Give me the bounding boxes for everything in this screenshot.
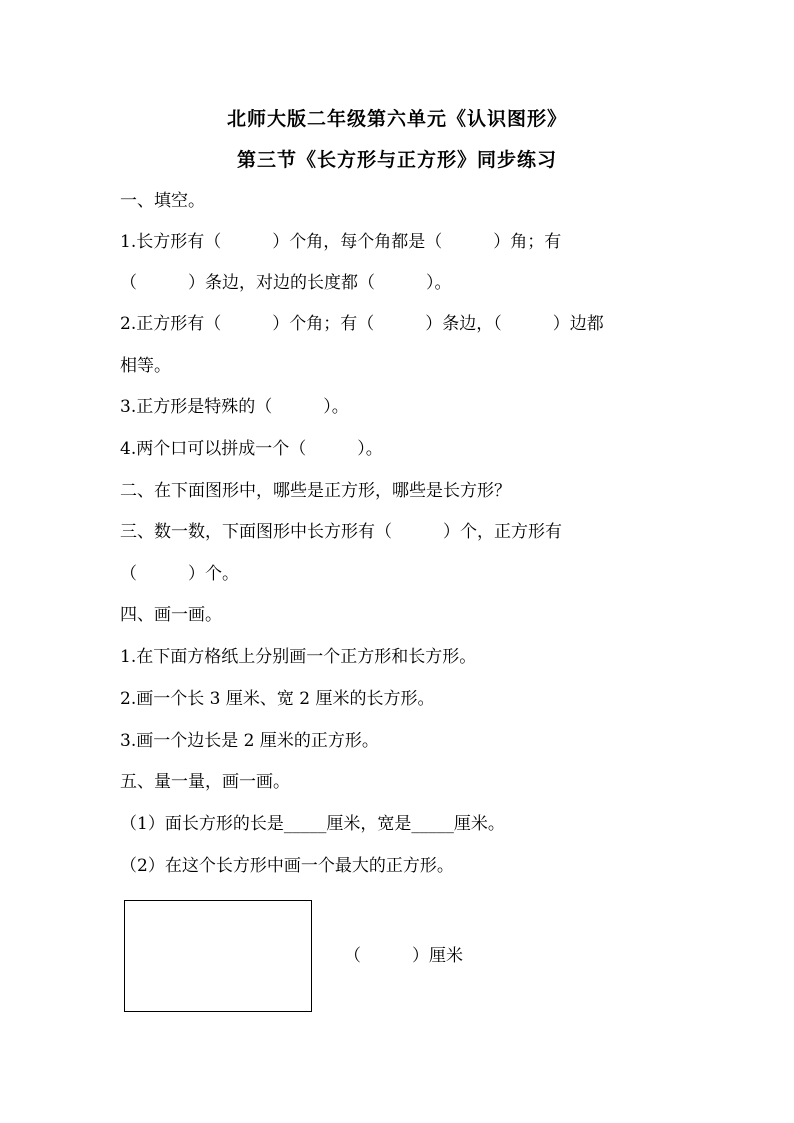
question-1-1-line-a: 1.长方形有（ ）个角，每个角都是（ ）角；有 <box>120 232 562 252</box>
question-4-2: 2.画一个长 3 厘米、宽 2 厘米的长方形。 <box>120 689 435 709</box>
question-5-2: （2）在这个长方形中画一个最大的正方形。 <box>120 856 454 876</box>
worksheet-subtitle: 第三节《长方形与正方形》同步练习 <box>236 149 557 171</box>
question-1-2-line-b: 相等。 <box>120 356 171 376</box>
question-5-1: （1）面长方形的长是_____厘米，宽是_____厘米。 <box>120 814 505 834</box>
section-4-heading: 四、画一画。 <box>120 605 222 625</box>
question-1-3: 3.正方形是特殊的（ ）。 <box>120 397 349 417</box>
section-5-heading: 五、量一量，画一画。 <box>120 772 290 792</box>
measure-rectangle <box>124 900 312 1012</box>
question-1-4: 4.两个口可以拼成一个（ ）。 <box>120 439 383 459</box>
worksheet-title: 北师大版二年级第六单元《认识图形》 <box>226 108 567 130</box>
section-3-heading-line-a: 三、数一数，下面图形中长方形有（ ）个，正方形有 <box>120 522 562 542</box>
section-3-heading-line-b: （ ）个。 <box>120 564 239 584</box>
question-1-1-line-b: （ ）条边，对边的长度都（ ）。 <box>120 273 452 293</box>
question-1-2-line-a: 2.正方形有（ ）个角；有（ ）条边，（ ）边都 <box>120 314 604 334</box>
question-4-1: 1.在下面方格纸上分别画一个正方形和长方形。 <box>120 647 477 667</box>
section-1-heading: 一、填空。 <box>120 191 205 211</box>
section-2-heading: 二、在下面图形中，哪些是正方形，哪些是长方形？ <box>120 481 511 501</box>
rectangle-side-label: （ ）厘米 <box>344 946 463 966</box>
question-4-3: 3.画一个边长是 2 厘米的正方形。 <box>120 731 379 751</box>
